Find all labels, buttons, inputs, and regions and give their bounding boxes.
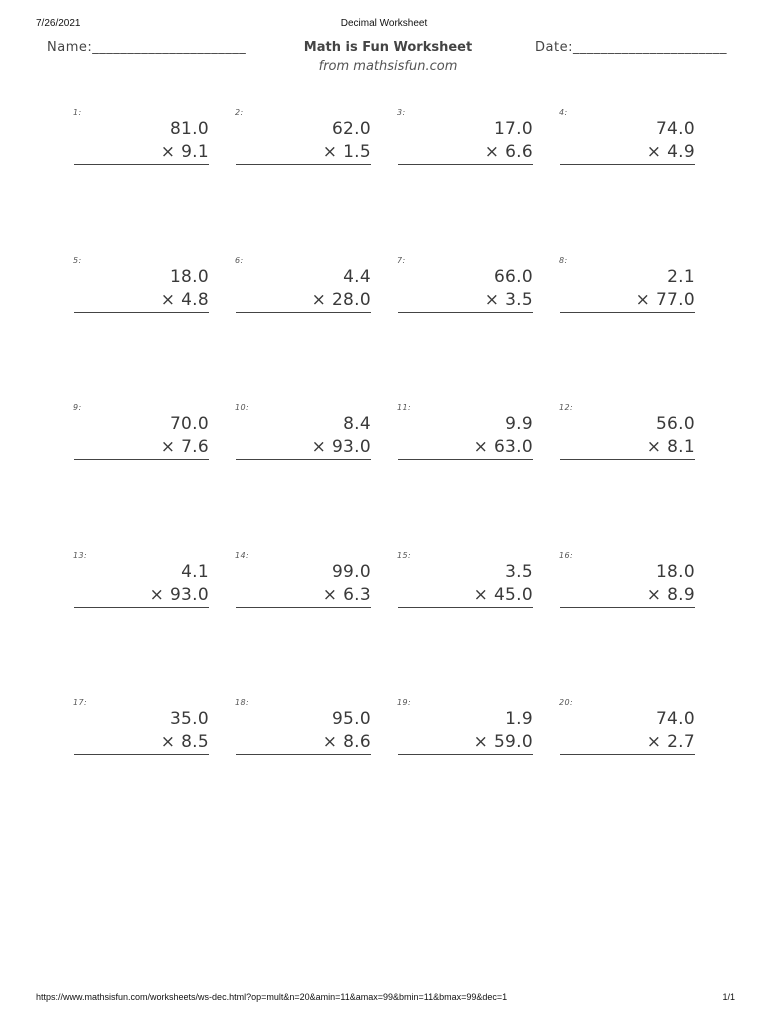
problem xyxy=(559,547,695,695)
multiply-sign: × xyxy=(322,584,338,605)
problem-number: 19: xyxy=(397,698,412,707)
answer-line xyxy=(236,164,371,165)
multiplicand: 66.0 xyxy=(493,266,533,287)
problem xyxy=(73,252,209,400)
multiply-sign: × xyxy=(646,142,662,162)
multiply-sign: × xyxy=(311,289,327,310)
multiplier-row xyxy=(323,585,371,605)
problem xyxy=(397,547,533,695)
multiplier-row xyxy=(647,732,695,752)
multiplicand: 62.0 xyxy=(331,119,371,139)
problem xyxy=(73,694,209,842)
problem xyxy=(235,694,371,842)
multiplicand: 35.0 xyxy=(169,709,209,729)
problem xyxy=(559,694,695,842)
problem-number: 4: xyxy=(559,108,568,117)
multiplier: 3.5 xyxy=(505,289,533,310)
multiplier: 8.5 xyxy=(181,732,209,752)
problem-number: 3: xyxy=(397,108,406,117)
problem xyxy=(397,104,533,252)
multiplier-row xyxy=(150,585,209,605)
multiplier: 1.5 xyxy=(343,142,371,162)
answer-line xyxy=(398,459,533,460)
problem-number: 18: xyxy=(235,698,250,707)
multiplier-row xyxy=(485,290,533,310)
multiplicand: 9.9 xyxy=(505,414,533,434)
multiply-sign: × xyxy=(484,142,500,162)
date-field: Date:______________________ xyxy=(535,40,727,55)
print-title: Decimal Worksheet xyxy=(340,18,428,29)
multiplier-row xyxy=(161,732,209,752)
answer-line xyxy=(560,312,695,313)
multiplier-row xyxy=(485,142,533,162)
problem xyxy=(73,547,209,695)
answer-line xyxy=(74,607,209,608)
answer-line xyxy=(74,312,209,313)
multiplier-row xyxy=(161,437,209,457)
problem xyxy=(235,252,371,400)
worksheet-title: Math is Fun Worksheet xyxy=(303,40,473,55)
multiplicand: 81.0 xyxy=(169,119,209,139)
multiplier: 45.0 xyxy=(493,584,533,605)
multiplier: 4.9 xyxy=(667,142,695,162)
problem-number: 12: xyxy=(559,403,574,412)
multiplier-row xyxy=(474,437,533,457)
multiplicand: 18.0 xyxy=(655,561,695,582)
multiplier-row xyxy=(647,585,695,605)
multiplier: 8.9 xyxy=(667,584,695,605)
answer-line xyxy=(74,164,209,165)
answer-line xyxy=(398,754,533,755)
problem-number: 17: xyxy=(73,698,88,707)
multiply-sign: × xyxy=(646,437,662,457)
print-footer xyxy=(0,992,768,1004)
problem xyxy=(559,399,695,547)
multiplier: 9.1 xyxy=(181,142,209,162)
multiply-sign: × xyxy=(322,732,338,752)
multiplier: 63.0 xyxy=(493,437,533,457)
multiplicand: 4.4 xyxy=(343,266,371,287)
multiply-sign: × xyxy=(473,732,489,752)
multiplier: 2.7 xyxy=(667,732,695,752)
problem-number: 2: xyxy=(235,108,244,117)
multiply-sign: × xyxy=(322,142,338,162)
page-url: https://www.mathsisfun.com/worksheets/ws-dec.html?op=mult&n=20&amin=11&amax=99&bmin=11&bmax=99&dec=1 xyxy=(36,992,508,1002)
answer-line xyxy=(560,164,695,165)
answer-line xyxy=(236,459,371,460)
problem xyxy=(73,104,209,252)
multiplicand: 99.0 xyxy=(331,561,371,582)
multiplicand: 74.0 xyxy=(655,709,695,729)
answer-line xyxy=(236,607,371,608)
multiplier-row xyxy=(647,437,695,457)
multiplier: 93.0 xyxy=(169,584,209,605)
worksheet-subtitle: from mathsisfun.com xyxy=(318,59,458,74)
multiplier: 77.0 xyxy=(655,289,695,310)
multiply-sign: × xyxy=(646,732,662,752)
multiplicand: 18.0 xyxy=(169,266,209,287)
answer-line xyxy=(560,754,695,755)
multiplier: 4.8 xyxy=(181,289,209,310)
multiply-sign: × xyxy=(473,584,489,605)
multiplier-row xyxy=(323,142,371,162)
multiplicand: 74.0 xyxy=(655,119,695,139)
multiplier: 6.3 xyxy=(343,584,371,605)
answer-line xyxy=(74,459,209,460)
problem xyxy=(397,399,533,547)
multiply-sign: × xyxy=(473,437,489,457)
multiplier: 59.0 xyxy=(493,732,533,752)
answer-line xyxy=(74,754,209,755)
multiplicand: 8.4 xyxy=(343,414,371,434)
multiplier: 8.1 xyxy=(667,437,695,457)
problem-grid xyxy=(73,104,697,842)
problem xyxy=(235,104,371,252)
problem xyxy=(397,252,533,400)
answer-line xyxy=(398,164,533,165)
multiplier-row xyxy=(323,732,371,752)
problem-number: 13: xyxy=(73,550,88,560)
multiplicand: 70.0 xyxy=(169,414,209,434)
multiplier-row xyxy=(161,290,209,310)
name-field: Name:______________________ xyxy=(47,40,247,55)
multiply-sign: × xyxy=(160,732,176,752)
multiplier-row xyxy=(636,290,695,310)
multiply-sign: × xyxy=(484,289,500,310)
multiplier: 28.0 xyxy=(331,289,371,310)
problem xyxy=(559,104,695,252)
multiply-sign: × xyxy=(149,584,165,605)
multiply-sign: × xyxy=(160,142,176,162)
multiplier-row xyxy=(474,732,533,752)
problem xyxy=(73,399,209,547)
problem-number: 16: xyxy=(559,550,574,560)
page-count: 1/1 xyxy=(722,992,735,1002)
problem-number: 1: xyxy=(73,108,82,117)
multiplier-row xyxy=(474,585,533,605)
multiply-sign: × xyxy=(646,584,662,605)
multiply-sign: × xyxy=(635,289,651,310)
multiplicand: 17.0 xyxy=(493,119,533,139)
problem xyxy=(235,399,371,547)
answer-line xyxy=(560,459,695,460)
problem-number: 20: xyxy=(559,698,574,707)
problem-number: 15: xyxy=(397,550,412,560)
multiplier: 6.6 xyxy=(505,142,533,162)
multiplier: 8.6 xyxy=(343,732,371,752)
print-header xyxy=(0,18,768,32)
multiply-sign: × xyxy=(160,437,176,457)
answer-line xyxy=(236,312,371,313)
answer-line xyxy=(236,754,371,755)
multiplier: 7.6 xyxy=(181,437,209,457)
answer-line xyxy=(398,312,533,313)
problem-number: 6: xyxy=(235,255,244,265)
answer-line xyxy=(398,607,533,608)
multiplier: 93.0 xyxy=(331,437,371,457)
multiplicand: 1.9 xyxy=(505,709,533,729)
multiply-sign: × xyxy=(160,289,176,310)
problem xyxy=(559,252,695,400)
answer-line xyxy=(560,607,695,608)
problem-number: 5: xyxy=(73,255,82,265)
problem-number: 7: xyxy=(397,255,406,265)
multiplier-row xyxy=(312,290,371,310)
multiplier-row xyxy=(161,142,209,162)
problem-number: 10: xyxy=(235,403,250,412)
multiplicand: 95.0 xyxy=(331,709,371,729)
multiplier-row xyxy=(647,142,695,162)
problem-number: 14: xyxy=(235,550,250,560)
multiplicand: 3.5 xyxy=(505,561,533,582)
multiply-sign: × xyxy=(311,437,327,457)
problem-number: 8: xyxy=(559,255,568,265)
multiplier-row xyxy=(312,437,371,457)
multiplicand: 4.1 xyxy=(181,561,209,582)
multiplicand: 2.1 xyxy=(667,266,695,287)
problem-number: 9: xyxy=(73,403,82,412)
problem xyxy=(235,547,371,695)
problem-number: 11: xyxy=(397,403,412,412)
problem xyxy=(397,694,533,842)
multiplicand: 56.0 xyxy=(655,414,695,434)
print-date: 7/26/2021 xyxy=(36,18,81,29)
